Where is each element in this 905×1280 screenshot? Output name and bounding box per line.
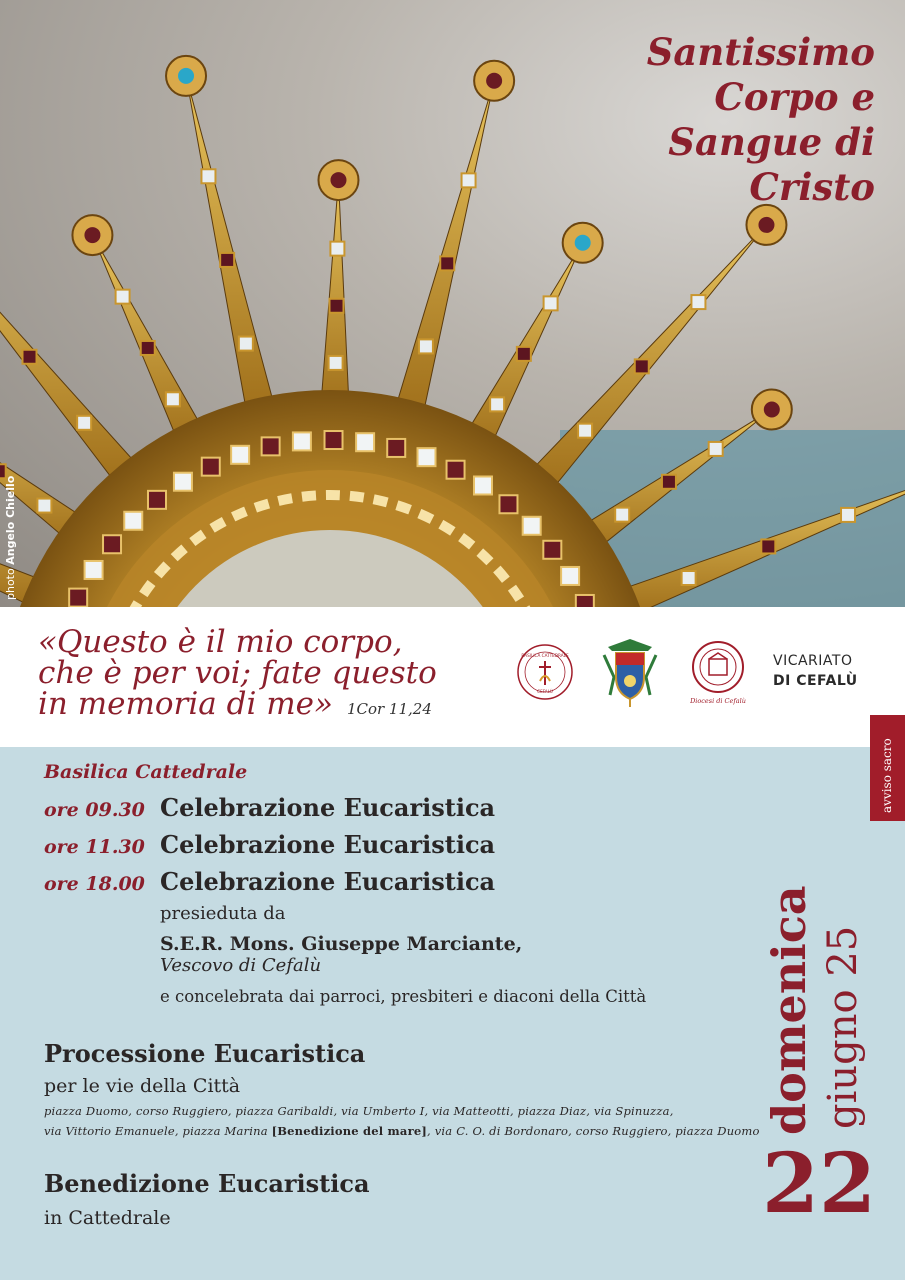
- ray-gem: [758, 217, 774, 233]
- ray-stone: [440, 256, 454, 270]
- ray-gem: [764, 401, 780, 417]
- rim-stone: [447, 461, 465, 479]
- ray-stone: [166, 392, 180, 406]
- ray-stone: [77, 416, 91, 430]
- benediction-subtitle: in Cattedrale: [44, 1207, 171, 1229]
- rim-stone: [174, 473, 192, 491]
- rim-stone: [103, 535, 121, 553]
- ray-stone: [330, 299, 344, 313]
- quote-line: in memoria di me» 1Cor 11,24: [38, 686, 432, 722]
- procession-subtitle: per le vie della Città: [44, 1075, 241, 1097]
- rim-stone: [418, 448, 436, 466]
- rim-stone: [202, 458, 220, 476]
- logo-basilica-bottom: CEFALÙ: [537, 689, 553, 694]
- ray-stone: [116, 290, 130, 304]
- ray-stone: [220, 253, 234, 267]
- ray-stone: [682, 571, 696, 585]
- avviso-sacro-label: avviso sacro: [880, 738, 894, 813]
- rim-stone: [262, 437, 280, 455]
- rim-stone: [523, 517, 541, 535]
- vicariato-line: VICARIATO: [773, 653, 853, 669]
- venue-title: Basilica Cattedrale: [44, 761, 248, 783]
- ray-stone: [517, 347, 531, 361]
- rim-stone: [356, 433, 374, 451]
- rim-stone: [499, 495, 517, 513]
- mass-row: [44, 830, 495, 864]
- quote-reference: 1Cor 11,24: [346, 700, 432, 718]
- mass-event: Celebrazione Eucaristica: [160, 793, 496, 822]
- ray-stone: [419, 339, 433, 353]
- ray-stone: [662, 475, 676, 489]
- rim-stone: [474, 476, 492, 494]
- rim-stone: [576, 595, 594, 607]
- ray-stone: [761, 539, 775, 553]
- feast-title: [647, 30, 875, 210]
- ray-gem: [84, 227, 100, 243]
- quote-band: [0, 607, 905, 747]
- presided-by: presieduta da: [160, 903, 286, 924]
- diocesi-cefalu-logo: [688, 637, 748, 707]
- program-panel: [0, 747, 905, 1280]
- monstrance-photo: [0, 0, 905, 607]
- mass-event: Celebrazione Eucaristica: [160, 830, 496, 859]
- quote-line: che è per voi; fate questo: [38, 655, 437, 691]
- mass-time: ore 11.30: [44, 836, 145, 858]
- vicariato-label: [773, 651, 858, 691]
- procession-route-line: via Vittorio Emanuele, piazza Marina [Benedizione del mare], via C. O. di Bordonaro, corso Ruggiero, piazza Duomo: [44, 1124, 760, 1138]
- rim-stone: [293, 432, 311, 450]
- celebrant-name: S.E.R. Mons. Giuseppe Marciante,: [160, 933, 523, 955]
- mass-row: [44, 867, 495, 901]
- mass-event: Celebrazione Eucaristica: [160, 867, 496, 896]
- ray-stone: [544, 296, 558, 310]
- ray-stone: [578, 424, 592, 438]
- mass-time: ore 09.30: [44, 799, 145, 821]
- ray-stone: [635, 359, 649, 373]
- ray-stone: [141, 341, 155, 355]
- rim-stone: [85, 561, 103, 579]
- vicariato-line: DI CEFALÙ: [773, 673, 858, 689]
- ray-stone: [201, 169, 215, 183]
- sea-blessing: [Benedizione del mare]: [271, 1124, 427, 1138]
- photo-credit: photo Angelo Chiello: [4, 475, 17, 600]
- concelebration-note: e concelebrata dai parroci, presbiteri e diaconi della Città: [160, 987, 647, 1006]
- quote-line: «Questo è il mio corpo,: [38, 624, 403, 660]
- ray-stone: [691, 295, 705, 309]
- benediction-title: Benedizione Eucaristica: [44, 1169, 370, 1198]
- rim-stone: [325, 431, 343, 449]
- ray-gem: [486, 73, 502, 89]
- ray-stone: [23, 350, 37, 364]
- date-day: 22: [762, 1136, 877, 1232]
- logo-basilica-top: BASILICA CATTEDRALE: [521, 653, 569, 658]
- ray-stone: [329, 356, 343, 370]
- rim-stone: [124, 512, 142, 530]
- procession-title: Processione Eucaristica: [44, 1039, 366, 1068]
- title-line: Corpo e: [714, 75, 875, 119]
- bishop-coat-of-arms: [600, 637, 660, 707]
- rim-stone: [148, 491, 166, 509]
- date-weekday: domenica: [762, 885, 816, 1135]
- celebrant-role: Vescovo di Cefalù: [160, 955, 322, 976]
- ray-stone: [37, 499, 51, 513]
- ray-gem: [178, 68, 194, 84]
- title-line: Santissimo: [646, 30, 875, 74]
- rim-stone: [561, 567, 579, 585]
- logo-diocesi-caption: Diocesi di Cefalù: [690, 697, 746, 705]
- ray-stone: [709, 442, 723, 456]
- ray-stone: [490, 397, 504, 411]
- procession-route-line: piazza Duomo, corso Ruggiero, piazza Garibaldi, via Umberto I, via Matteotti, piazza Diaz, via Spinuzza,: [44, 1104, 674, 1118]
- rim-stone: [69, 589, 87, 607]
- title-line: Cristo: [749, 165, 875, 209]
- title-line: Sangue di: [668, 120, 875, 164]
- ray-gem: [575, 235, 591, 251]
- mass-time: ore 18.00: [44, 873, 145, 895]
- ray-stone: [330, 242, 344, 256]
- ray-gem: [330, 172, 346, 188]
- mass-row: [44, 793, 495, 827]
- rim-stone: [231, 446, 249, 464]
- scripture-quote: [38, 624, 437, 725]
- rim-stone: [387, 439, 405, 457]
- rim-stone: [543, 541, 561, 559]
- ray-stone: [615, 508, 629, 522]
- date-month-year: giugno 25: [820, 925, 866, 1129]
- ray-stone: [239, 337, 253, 351]
- ray-stone: [462, 173, 476, 187]
- ray-stone: [841, 508, 855, 522]
- basilica-cattedrale-logo: [515, 637, 575, 707]
